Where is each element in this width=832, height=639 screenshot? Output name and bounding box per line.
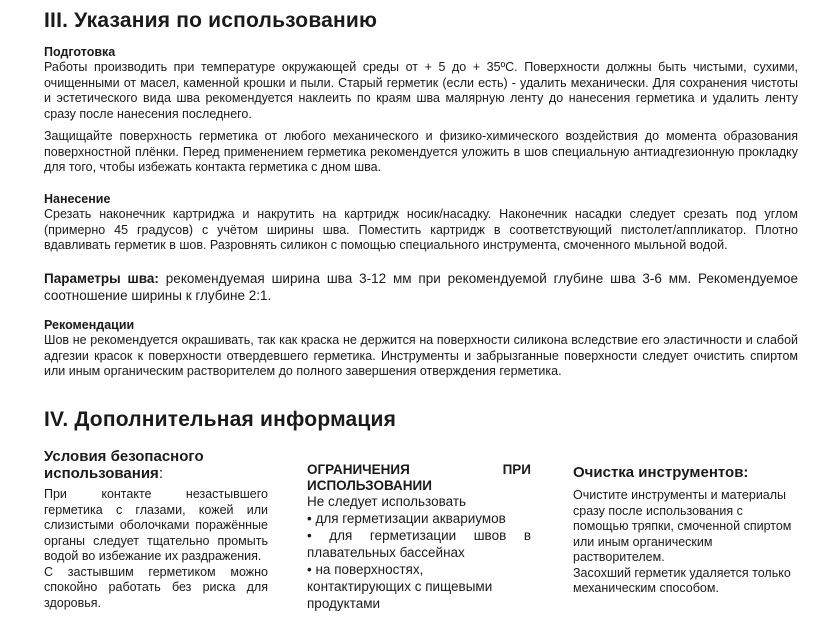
limits-bullet-3: • на поверхностях, контактирующих с пищевыми продуктами [307,562,493,611]
seam-parameters [44,271,798,304]
cleaning-column [573,464,795,597]
seam-parameters-label: Параметры шва: [44,271,159,286]
cleaning-paragraph-1: Очистите инструменты и материалы сразу после использования с помощью тряпки, смоченной спиртом или иным органическим растворителем. [573,488,792,564]
recommend-paragraph: Шов не рекомендуется окрашивать, так как краска не держится на поверхности силикона вследствие его эластичности и слабой адгезии красок к поверхности отвердевшего герметика. Инструменты и забрызганные поверхности следует очистить спиртом или иным органическим растворителем до полного завершения отверждения герметика. [44,333,798,378]
limits-heading-a: ОГРАНИЧЕНИЯ ПРИ [307,462,531,477]
limits-bullet-2: • для герметизации швов в плавательных бассейнах [307,528,531,560]
safety-heading: Условия безопасного использования [44,448,204,482]
limits-bullet-1: • для герметизации аквариумов [307,511,506,526]
recommend-heading: Рекомендации [44,318,135,332]
apply-paragraph: Срезать наконечник картриджа и накрутить на картридж носик/насадку. Наконечник насадки следует срезать под углом (примерно 45 градусов) с учётом ширины шва. Поместить картридж в соответствующий пистолет/аппликатор. Плотно вдавливать герметик в шов. Разровнять силикон с помощью специального инструмента, смоченного мыльной водой. [44,207,798,252]
limits-heading-b: ИСПОЛЬЗОВАНИИ [307,477,432,493]
safety-heading-colon: : [158,465,163,482]
prep-paragraph-2: Защищайте поверхность герметика от любого механического и физико-химического воздействия до момента образования поверхностной плёнки. Перед применением герметика рекомендуется уложить в шов специальную антиадгезионную прокладку для того, чтобы избежать контакта герметика с дном шва. [44,129,798,174]
cleaning-heading: Очистка инструментов: [573,464,749,481]
limits-column [307,462,531,612]
seam-parameters-text: рекомендуемая ширина шва 3-12 мм при рекомендуемой глубине шва 3-6 мм. Рекомендуемое соотношение ширины к глубине 2:1. [44,271,798,303]
safety-column [44,448,268,611]
limits-intro: Не следует использовать [307,494,467,509]
prep-heading: Подготовка [44,45,116,59]
safety-paragraph-1: При контакте незастывшего герметика с глазами, кожей или слизистыми оболочками поражённые органы следует тщательно промыть водой во избежание их раздражения. [44,487,268,563]
section3-title: III. Указания по использованию [44,9,378,32]
section4-title: IV. Дополнительная информация [44,408,397,431]
prep-paragraph-1: Работы производить при температуре окружающей среды от + 5 до + 35ºС. Поверхности должны быть чистыми, сухими, очищенными от масел, каменной крошки и пыли. Старый герметик (если есть) - удалить механически. Для сохранения чистоты и эстетического вида шва рекомендуется наклеить по краям шва малярную ленту до нанесения герметика и удалить ленту сразу после нанесения последнего. [44,60,798,121]
safety-paragraph-2: С застывшим герметиком можно спокойно работать без риска для здоровья. [44,564,268,610]
safety-heading-wrap [44,448,268,482]
cleaning-paragraph-2: Засохший герметик удаляется только механическим способом. [573,565,791,595]
apply-heading: Нанесение [44,192,111,206]
